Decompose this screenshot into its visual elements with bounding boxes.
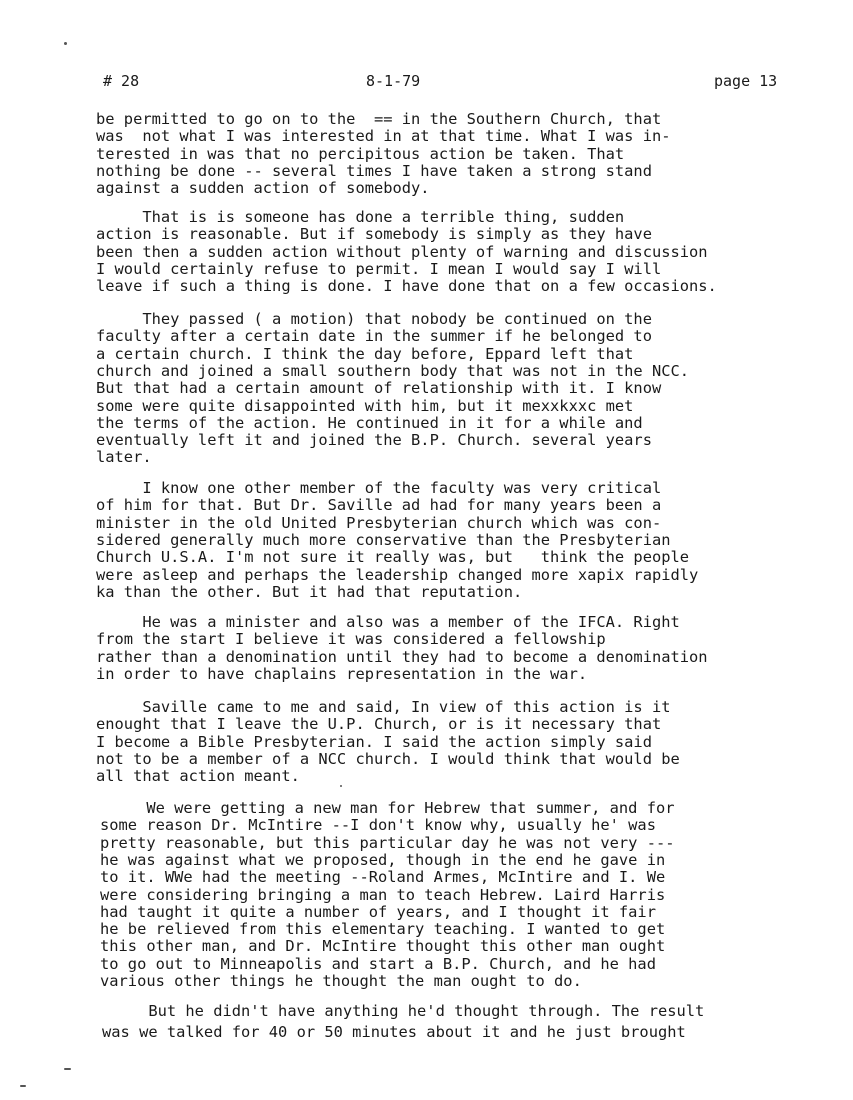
text-line: all that action meant. xyxy=(96,767,300,786)
text-line: They passed ( a motion) that nobody be continued on the xyxy=(96,310,652,328)
text-line: pretty reasonable, but this particular day he was not very --- xyxy=(100,833,675,852)
text-line: action is reasonable. But if somebody is simply as they have xyxy=(96,225,652,244)
text-line: minister in the old United Presbyterian church which was con- xyxy=(96,513,662,532)
text-line: We were getting a new man for Hebrew that summer, and for xyxy=(100,799,675,817)
text-line: I know one other member of the faculty was very critical xyxy=(96,479,662,497)
text-line: various other things he thought the man ought to do. xyxy=(100,972,582,990)
text-line: a certain church. I think the day before, Eppard left that xyxy=(96,344,634,363)
text-line: ka than the other. But it had that reputation. xyxy=(96,582,523,601)
text-line: of him for that. But Dr. Saville ad had for many years been a xyxy=(96,496,662,515)
scan-speck xyxy=(20,1085,26,1087)
text-line: the terms of the action. He continued in it for a while and xyxy=(96,413,643,432)
text-line: But he didn't have anything he'd thought through. The result xyxy=(102,1002,705,1020)
text-line: been then a sudden action without plenty of warning and discussion xyxy=(96,242,708,261)
scan-speck xyxy=(64,42,67,45)
scan-speck xyxy=(340,785,342,787)
text-line: enought that I leave the U.P. Church, or is it necessary that xyxy=(96,715,662,734)
text-line: in order to have chaplains representation in the war. xyxy=(96,664,588,683)
text-line: Saville came to me and said, In view of this action is it xyxy=(96,698,671,716)
scan-speck xyxy=(64,1068,71,1070)
text-line: faculty after a certain date in the summer if he belonged to xyxy=(96,327,652,346)
page-number: page 13 xyxy=(714,72,778,90)
text-line: leave if such a thing is done. I have done that on a few occasions. xyxy=(96,277,717,296)
text-line: to it. WWe had the meeting --Roland Armes, McIntire and I. We xyxy=(100,868,666,887)
text-line: were considering bringing a man to teach Hebrew. Laird Harris xyxy=(100,885,666,904)
page-header xyxy=(0,72,853,94)
text-line: was not what I was interested in at that time. What I was in- xyxy=(96,127,671,146)
document-date: 8-1-79 xyxy=(366,72,421,90)
text-line: some were quite disappointed with him, but it mexxkxxc met xyxy=(96,396,634,415)
text-line: rather than a denomination until they had to become a denomination xyxy=(96,647,708,666)
text-line: Church U.S.A. I'm not sure it really was, but think the people xyxy=(96,548,690,567)
text-line: not to be a member of a NCC church. I would think that would be xyxy=(96,749,680,768)
text-line: had taught it quite a number of years, and I thought it fair xyxy=(100,902,656,921)
text-line: be permitted to go on to the == in the Southern Church, that xyxy=(96,110,662,128)
text-line: I become a Bible Presbyterian. I said the action simply said xyxy=(96,732,652,751)
text-line: he was against what we proposed, though in the end he gave in xyxy=(100,850,666,869)
text-line: against a sudden action of somebody. xyxy=(96,179,430,198)
text-line: he be relieved from this elementary teaching. I wanted to get xyxy=(100,920,666,939)
text-line: That is is someone has done a terrible thing, sudden xyxy=(96,208,625,226)
text-line: later. xyxy=(96,448,152,467)
text-line: eventually left it and joined the B.P. Church. several years xyxy=(96,431,652,450)
text-line: nothing be done -- several times I have taken a strong stand xyxy=(96,161,652,180)
text-line: from the start I believe it was considered a fellowship xyxy=(96,630,606,649)
text-line: He was a minister and also was a member of the IFCA. Right xyxy=(96,613,680,631)
text-line: sidered generally much more conservative than the Presbyterian xyxy=(96,530,671,549)
text-line: terested in was that no percipitous action be taken. That xyxy=(96,144,625,163)
text-line: But that had a certain amount of relationship with it. I know xyxy=(96,379,662,398)
text-line: was we talked for 40 or 50 minutes about it and he just brought xyxy=(102,1023,686,1041)
text-line: to go out to Minneapolis and start a B.P. Church, and he had xyxy=(100,954,656,973)
text-line: I would certainly refuse to permit. I mean I would say I will xyxy=(96,259,662,278)
text-line: church and joined a small southern body that was not in the NCC. xyxy=(96,361,690,380)
document-number: # 28 xyxy=(103,72,140,90)
text-line: this other man, and Dr. McIntire thought this other man ought xyxy=(100,937,666,956)
text-line: some reason Dr. McIntire --I don't know why, usually he' was xyxy=(100,816,656,835)
text-line: were asleep and perhaps the leadership changed more xapix rapidly xyxy=(96,565,699,584)
